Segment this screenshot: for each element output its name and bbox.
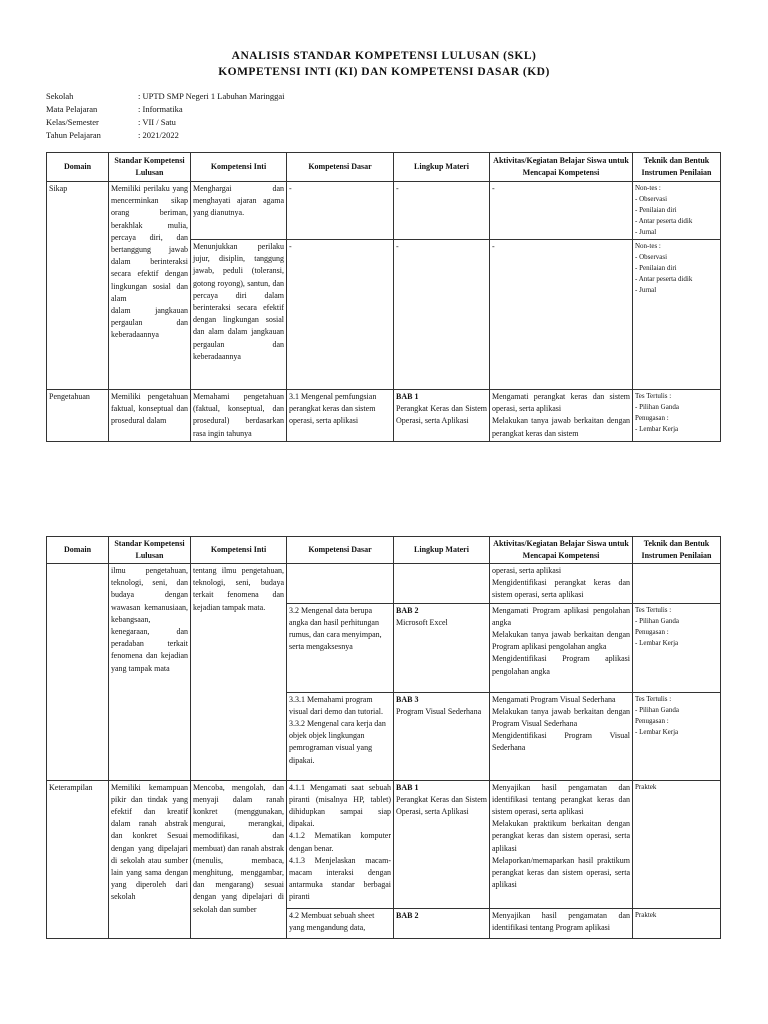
aktivitas-cell: operasi, serta aplikasi Mengidentifikasi perangkat keras dan sistem operasi, serta aplikasi xyxy=(490,564,633,604)
materi-cell: - xyxy=(394,182,490,240)
list-item: - Antar peserta didik xyxy=(635,274,718,285)
materi-bab: BAB 3 xyxy=(396,694,419,704)
table-header-row xyxy=(47,537,721,564)
list-item: - Observasi xyxy=(635,252,718,263)
materi-bab: BAB 1 xyxy=(396,782,419,792)
materi-cell: - xyxy=(394,240,490,390)
aktivitas-cell: - xyxy=(490,240,633,390)
table-row xyxy=(47,182,721,240)
kd-cell: 3.2 Mengenal data berupa angka dan hasil perhitungan rumus, dan cara menyimpan, serta mengaksesnya xyxy=(287,603,394,692)
analysis-table-part-1 xyxy=(46,152,721,442)
ki-cell: Mencoba, mengolah, dan menyaji dalam ranah konkret (menggunakan, mengurai, merangkai, memodifikasi, dan membuat) dan ranah abstrak (menulis, membaca, menghitung, menggambar, dan mengarang) sesuai dengan yang dipelajari di sekolah dan sumber xyxy=(191,780,287,938)
header-kd: Kompetensi Dasar xyxy=(287,537,394,564)
table-row xyxy=(47,564,721,604)
header-skl: Standar Kompetensi Lulusan xyxy=(109,153,191,182)
meta-key: Sekolah xyxy=(46,91,74,101)
kd-cell: 4.1.1 Mengamati saat sebuah piranti (misalnya HP, tablet) dihidupkan sampai siap dipakai. 4.1.2 Mematikan komputer dengan benar. 4.1.3 Menjelaskan macam-macam interaksi dengan antarmuka standar berbagai piranti xyxy=(287,780,394,908)
ki-cell: Menghargai dan menghayati ajaran agama yang dianutnya. xyxy=(191,182,287,240)
header-domain: Domain xyxy=(47,153,109,182)
skl-cell: Memiliki pengetahuan faktual, konseptual dan prosedural dalam xyxy=(109,390,191,442)
kd-cell: 4.2 Membuat sebuah sheet yang mengandung data, xyxy=(287,908,394,938)
header-domain: Domain xyxy=(47,537,109,564)
materi-bab: BAB 1 xyxy=(396,392,419,401)
ki-cell: Memahami pengetahuan (faktual, konseptual, dan prosedural) berdasarkan rasa ingin tahunya xyxy=(191,390,287,442)
materi-text: Perangkat Keras dan Sistem Operasi, serta Aplikasi xyxy=(396,794,487,817)
header-aktivitas: Aktivitas/Kegiatan Belajar Siswa untuk Mencapai Kompetensi xyxy=(490,153,633,182)
header-materi: Lingkup Materi xyxy=(394,537,490,564)
header-teknik: Teknik dan Bentuk Instrumen Penilaian xyxy=(633,153,721,182)
teknik-cell: Tes Tertulis : - Pilihan Ganda Penugasan : - Lembar Kerja xyxy=(633,692,721,780)
kd-cell: - xyxy=(287,182,394,240)
materi-bab: BAB 2 xyxy=(396,605,419,615)
domain-cell: Keterampilan xyxy=(47,780,109,938)
domain-cell: Sikap xyxy=(47,182,109,390)
materi-cell xyxy=(394,603,490,692)
skl-cell: Memiliki perilaku yang mencerminkan sikap orang beriman, berakhlak mulia, percaya diri, dan bertanggung jawab dalam berinteraksi secara efektif dengan lingkungan sosial dan alam dalam jangkauan pergaulan dan keberadaannya xyxy=(109,182,191,390)
materi-cell xyxy=(394,780,490,908)
meta-key: Mata Pelajaran xyxy=(46,104,98,114)
aktivitas-cell: - xyxy=(490,182,633,240)
teknik-cell xyxy=(633,240,721,390)
header-aktivitas: Aktivitas/Kegiatan Belajar Siswa untuk Mencapai Kompetensi xyxy=(490,537,633,564)
skl-cell: ilmu pengetahuan, teknologi, seni, dan budaya dengan wawasan kemanusiaan, kebangsaan, kenegaraan, dan peradaban terkait fenomena dan kejadian yang tampak mata xyxy=(109,564,191,781)
header-materi: Lingkup Materi xyxy=(394,153,490,182)
materi-cell xyxy=(394,390,490,442)
table-row xyxy=(47,780,721,908)
document-title: ANALISIS STANDAR KOMPETENSI LULUSAN (SKL) xyxy=(231,50,537,62)
meta-row xyxy=(46,116,285,129)
materi-cell xyxy=(394,692,490,780)
header-ki: Kompetensi Inti xyxy=(191,153,287,182)
meta-row xyxy=(46,103,285,116)
materi-text: Program Visual Sederhana xyxy=(396,706,482,716)
meta-value: : UPTD SMP Negeri 1 Labuhan Maringgai xyxy=(138,91,285,101)
nontes-label: Non-tes : xyxy=(635,242,661,250)
document-meta xyxy=(46,90,285,142)
kd-cell xyxy=(287,564,394,604)
domain-cell: Pengetahuan xyxy=(47,390,109,442)
document-subtitle: KOMPETENSI INTI (KI) DAN KOMPETENSI DASAR (KD) xyxy=(218,66,550,78)
meta-key: Tahun Pelajaran xyxy=(46,130,101,140)
aktivitas-cell: Mengamati Program Visual Sederhana Melakukan tanya jawab berkaitan dengan Program Visual Sederhana Mengidentifikasi Program Visual Sederhana xyxy=(490,692,633,780)
domain-cell xyxy=(47,564,109,781)
teknik-cell: Praktek xyxy=(633,908,721,938)
teknik-cell xyxy=(633,182,721,240)
header-kd: Kompetensi Dasar xyxy=(287,153,394,182)
list-item: - Observasi xyxy=(635,194,718,205)
analysis-table-part-2 xyxy=(46,536,721,939)
meta-row xyxy=(46,90,285,103)
kd-cell: 3.1 Mengenal pemfungsian perangkat keras dan sistem operasi, serta aplikasi xyxy=(287,390,394,442)
meta-value: : Informatika xyxy=(138,104,183,114)
meta-key: Kelas/Semester xyxy=(46,117,99,127)
aktivitas-cell: Menyajikan hasil pengamatan dan identifikasi tentang Program aplikasi xyxy=(490,908,633,938)
skl-cell: Memiliki kemampuan pikir dan tindak yang efektif dan kreatif dalam ranah abstrak dan konkret Sesuai dengan yang dipelajari di sekolah atau sumber lain yang sama dengan yang diperoleh dari sekolah xyxy=(109,780,191,938)
teknik-cell xyxy=(633,564,721,604)
materi-bab: BAB 2 xyxy=(394,908,490,938)
table-row xyxy=(47,390,721,442)
list-item: - Jurnal xyxy=(635,285,718,296)
teknik-cell: Praktek xyxy=(633,780,721,908)
meta-value: : VII / Satu xyxy=(138,117,176,127)
aktivitas-cell: Mengamati perangkat keras dan sistem operasi, serta aplikasi Melakukan tanya jawab berkaitan dengan perangkat keras dan sistem xyxy=(490,390,633,442)
header-ki: Kompetensi Inti xyxy=(191,537,287,564)
kd-cell: - xyxy=(287,240,394,390)
ki-cell: tentang ilmu pengetahuan, teknologi, seni, budaya terkait fenomena dan kejadian tampak mata. xyxy=(191,564,287,781)
teknik-cell: Tes Tertulis : - Pilihan Ganda Penugasan : - Lembar Kerja xyxy=(633,603,721,692)
list-item: - Antar peserta didik xyxy=(635,216,718,227)
teknik-cell: Tes Tertulis : - Pilihan Ganda Penugasan : - Lembar Kerja xyxy=(633,390,721,442)
meta-value: : 2021/2022 xyxy=(138,130,179,140)
materi-text: Microsoft Excel xyxy=(396,617,448,627)
materi-cell xyxy=(394,564,490,604)
header-teknik: Teknik dan Bentuk Instrumen Penilaian xyxy=(633,537,721,564)
nontes-label: Non-tes : xyxy=(635,184,661,192)
list-item: - Jurnal xyxy=(635,227,718,238)
aktivitas-cell: Menyajikan hasil pengamatan dan identifikasi tentang perangkat keras dan sistem operasi, serta aplikasi Melakukan praktikum berkaitan dengan perangkat keras dan sistem operasi, serta aplikasi Melaporkan/memaparkan hasil praktikum perangkat keras dan sistem operasi, serta aplikasi xyxy=(490,780,633,908)
materi-text: Perangkat Keras dan Sistem Operasi, serta Aplikasi xyxy=(396,404,487,426)
meta-row xyxy=(46,129,285,142)
ki-cell: Menunjukkan perilaku jujur, disiplin, tanggung jawab, peduli (toleransi, gotong royong), santun, dan percaya diri dalam berinteraksi secara efektif dengan lingkungan sosial dan alam dalam jangkauan pergaulan dan keberadaannya xyxy=(191,240,287,390)
kd-cell: 3.3.1 Memahami program visual dari demo dan tutorial. 3.3.2 Mengenal cara kerja dan objek objek lingkungan pemrograman visual yang dipakai. xyxy=(287,692,394,780)
list-item: - Penilaian diri xyxy=(635,205,718,216)
list-item: - Penilaian diri xyxy=(635,263,718,274)
table-header-row xyxy=(47,153,721,182)
aktivitas-cell: Mengamati Program aplikasi pengolahan angka Melakukan tanya jawab berkaitan dengan Program aplikasi pengolahan angka Mengidentifikasi Program aplikasi pengolahan angka xyxy=(490,603,633,692)
header-skl: Standar Kompetensi Lulusan xyxy=(109,537,191,564)
